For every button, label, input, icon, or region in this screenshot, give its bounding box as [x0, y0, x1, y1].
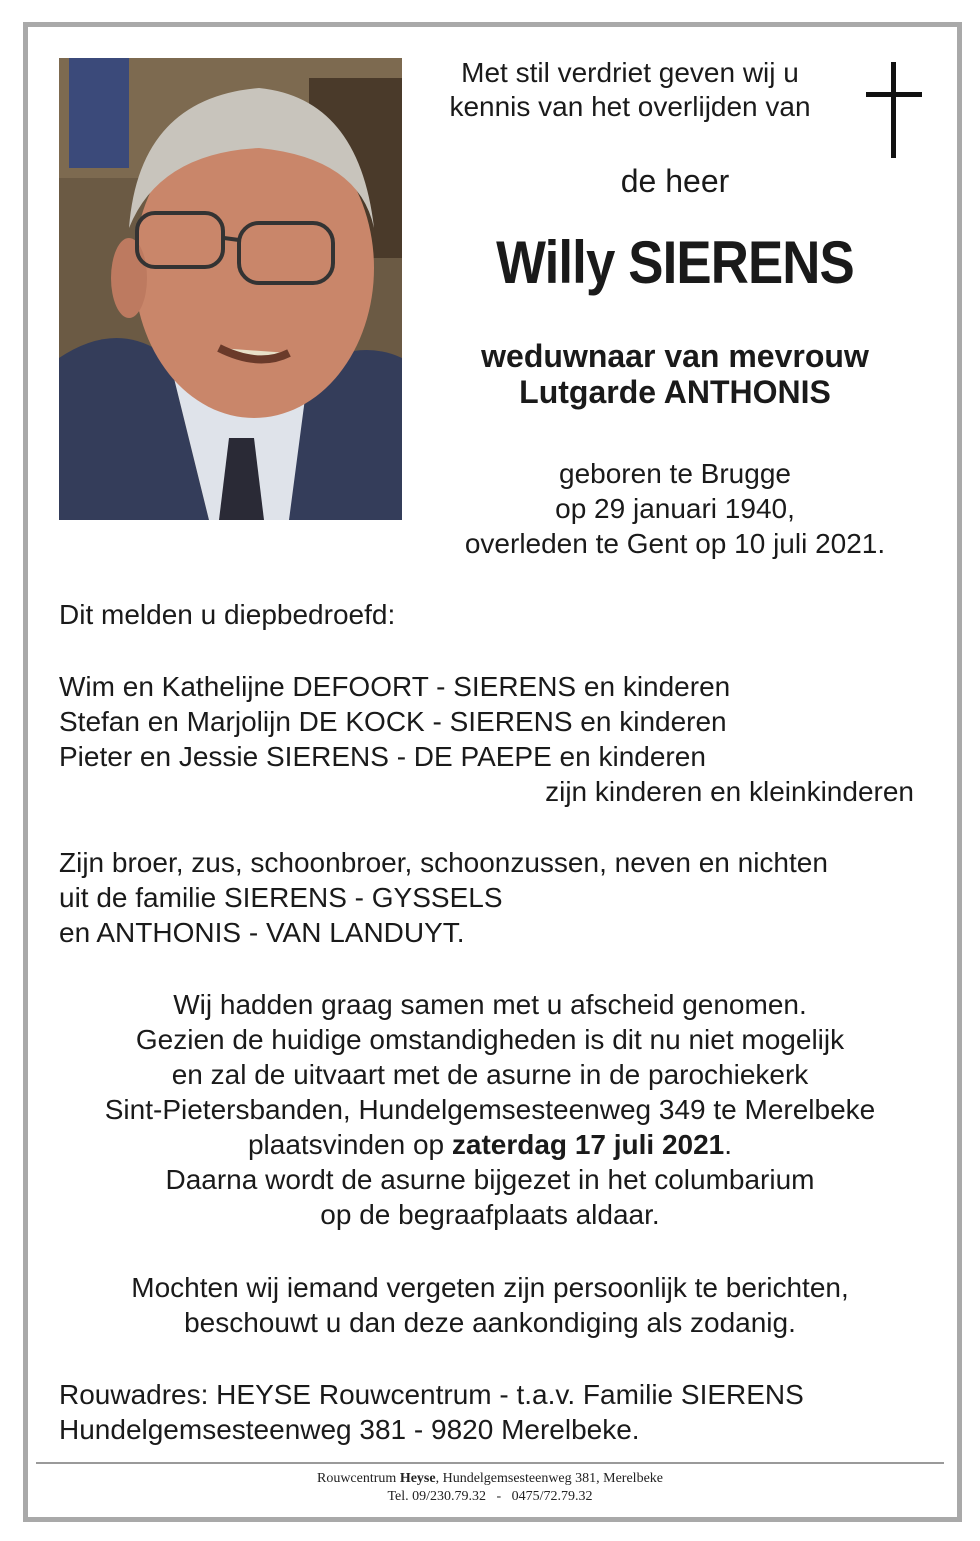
- child-line: Wim en Kathelijne DEFOORT - SIERENS en kinderen: [59, 671, 731, 702]
- intro-line: Met stil verdriet geven wij u: [461, 57, 799, 88]
- child-line: Stefan en Marjolijn DE KOCK - SIERENS en kinderen: [59, 706, 727, 737]
- funeral-line: Wij hadden graag samen met u afscheid genomen.: [173, 989, 807, 1020]
- forgot-notice: [40, 1270, 940, 1340]
- address-line: Hundelgemsesteenweg 381 - 9820 Merelbeke.: [59, 1414, 640, 1445]
- intro-line: kennis van het overlijden van: [449, 91, 811, 122]
- footer-divider: [36, 1462, 944, 1464]
- children-list: [59, 669, 919, 809]
- forgot-line: beschouwt u dan deze aankondiging als zodanig.: [184, 1307, 796, 1338]
- footer-address: , Hundelgemsesteenweg 381, Merelbeke: [435, 1471, 664, 1486]
- birth-place: geboren te Brugge: [559, 458, 791, 489]
- family-line: en ANTHONIS - VAN LANDUYT.: [59, 917, 465, 948]
- footer-brand: Heyse: [399, 1471, 436, 1486]
- mourning-address: [59, 1377, 919, 1447]
- funeral-line: Daarna wordt de asurne bijgezet in het columbarium: [165, 1164, 815, 1195]
- footer-company: [40, 1470, 940, 1488]
- birth-date: op 29 januari 1940,: [555, 493, 795, 524]
- family-text: [59, 845, 919, 950]
- death-info: overleden te Gent op 10 juli 2021.: [464, 528, 886, 559]
- deceased-name: Willy SIERENS: [496, 229, 854, 296]
- footer: [40, 1470, 940, 1506]
- family-line: uit de familie SIERENS - GYSSELS: [59, 882, 503, 913]
- intro-text: [410, 56, 850, 124]
- children-caption: zijn kinderen en kleinkinderen: [545, 776, 914, 807]
- widow-line: weduwnaar van mevrouw: [481, 338, 869, 374]
- birth-death-text: [410, 456, 940, 561]
- cross-icon: [866, 62, 922, 158]
- funeral-date-prefix: plaatsvinden op: [247, 1129, 452, 1160]
- funeral-date-line: [40, 1127, 940, 1162]
- widow-text: [410, 338, 940, 410]
- footer-prefix: Rouwcentrum: [316, 1471, 400, 1486]
- funeral-date-suffix: .: [724, 1129, 733, 1160]
- honorific: de heer: [620, 163, 730, 199]
- funeral-line: Gezien de huidige omstandigheden is dit nu niet mogelijk: [135, 1024, 845, 1055]
- forgot-line: Mochten wij iemand vergeten zijn persoonlijk te berichten,: [131, 1272, 849, 1303]
- funeral-text: [40, 987, 940, 1232]
- funeral-line: Sint-Pietersbanden, Hundelgemsesteenweg 349 te Merelbeke: [104, 1094, 876, 1125]
- announce-text: Dit melden u diepbedroefd:: [59, 599, 396, 630]
- portrait-photo: [59, 58, 402, 520]
- child-line: Pieter en Jessie SIERENS - DE PAEPE en kinderen: [59, 741, 706, 772]
- address-line: Rouwadres: HEYSE Rouwcentrum - t.a.v. Familie SIERENS: [59, 1379, 804, 1410]
- footer-phones: Tel. 09/230.79.32 - 0475/72.79.32: [387, 1489, 593, 1504]
- funeral-line: op de begraafplaats aldaar.: [320, 1199, 660, 1230]
- family-line: Zijn broer, zus, schoonbroer, schoonzussen, neven en nichten: [59, 847, 828, 878]
- spouse-name: Lutgarde ANTHONIS: [519, 374, 831, 410]
- funeral-date: zaterdag 17 juli 2021: [451, 1129, 725, 1160]
- funeral-line: en zal de uitvaart met de asurne in de parochiekerk: [171, 1059, 809, 1090]
